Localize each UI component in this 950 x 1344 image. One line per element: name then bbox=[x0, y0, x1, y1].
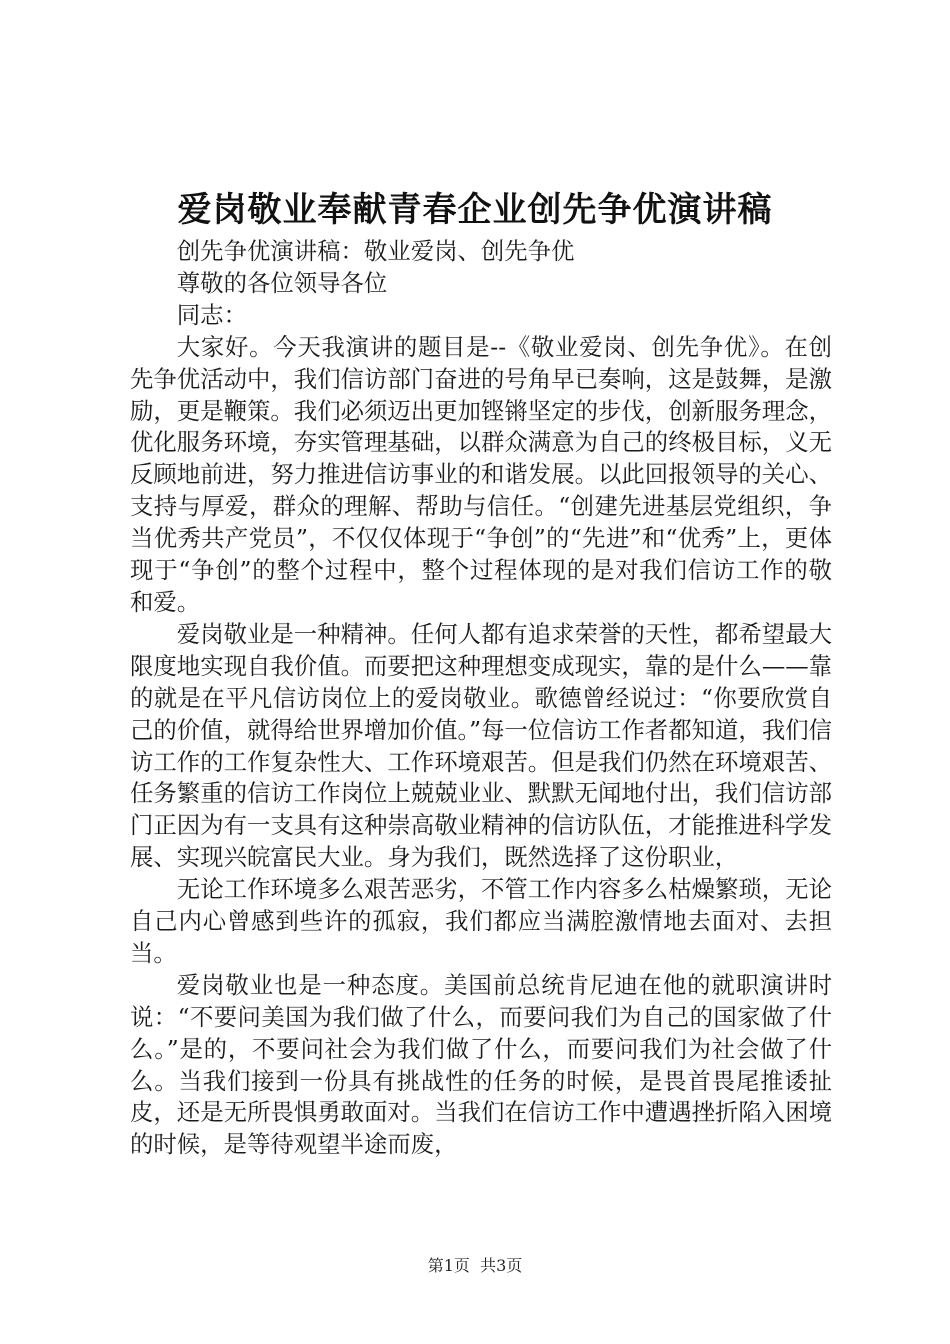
salutation-line-1: 尊敬的各位领导各位 bbox=[176, 268, 388, 297]
document-title: 爱岗敬业奉献青春企业创先争优演讲稿 bbox=[177, 190, 773, 230]
page-footer bbox=[0, 1255, 950, 1277]
body-paragraph: 大家好。今天我演讲的题目是--《敬业爱岗、创先争优》。在创先争优活动中，我们信访部门奋进的号角早已奏响，这是鼓舞，是激励，更是鞭策。我们必须迈出更加铿锵坚定的步伐，创新服务理念，优化服务环境，夯实管理基础，以群众满意为自己的终极目标，义无反顾地前进，努力推进信访事业的和谐发展。以此回报领导的关心、支持与厚爱，群众的理解、帮助与信任。“创建先进基层党组织，争当优秀共产党员”，不仅仅体现于“争创”的“先进”和“优秀”上，更体现于“争创”的整个过程中，整个过程体现的是对我们信访工作的敬和爱。 bbox=[130, 332, 832, 616]
body-paragraph: 无论工作环境多么艰苦恶劣，不管工作内容多么枯燥繁琐，无论自己内心曾感到些许的孤寂，我们都应当满腔激情地去面对、去担当。 bbox=[130, 875, 832, 967]
document-body bbox=[130, 236, 832, 1161]
body-paragraph: 爱岗敬业是一种精神。任何人都有追求荣誉的天性，都希望最大限度地实现自我价值。而要把这种理想变成现实，靠的是什么——靠的就是在平凡信访岗位上的爱岗敬业。歌德曾经说过：“你要欣赏自己的价值，就得给世界增加价值。”每一位信访工作者都知道，我们信访工作的工作复杂性大、工作环境艰苦。但是我们仍然在环境艰苦、任务繁重的信访工作岗位上兢兢业业、默默无闻地付出，我们信访部门正因为有一支具有这种崇高敬业精神的信访队伍，才能推进科学发展、实现兴皖富民大业。身为我们，既然选择了这份职业， bbox=[130, 619, 832, 872]
page-number-label: 第1页 共3页 bbox=[427, 1256, 523, 1275]
body-paragraph: 爱岗敬业也是一种态度。美国前总统肯尼迪在他的就职演讲时说：“不要问美国为我们做了什么，而要问我们为自己的国家做了什么。”是的，不要问社会为我们做了什么，而要问我们为社会做了什么。当我们接到一份具有挑战性的任务的时候，是畏首畏尾推诿扯皮，还是无所畏惧勇敢面对。当我们在信访工作中遭遇挫折陷入困境的时候，是等待观望半途而废， bbox=[130, 970, 832, 1159]
subtitle-line: 创先争优演讲稿：敬业爱岗、创先争优 bbox=[176, 237, 575, 265]
salutation-line-2: 同志： bbox=[176, 300, 247, 329]
